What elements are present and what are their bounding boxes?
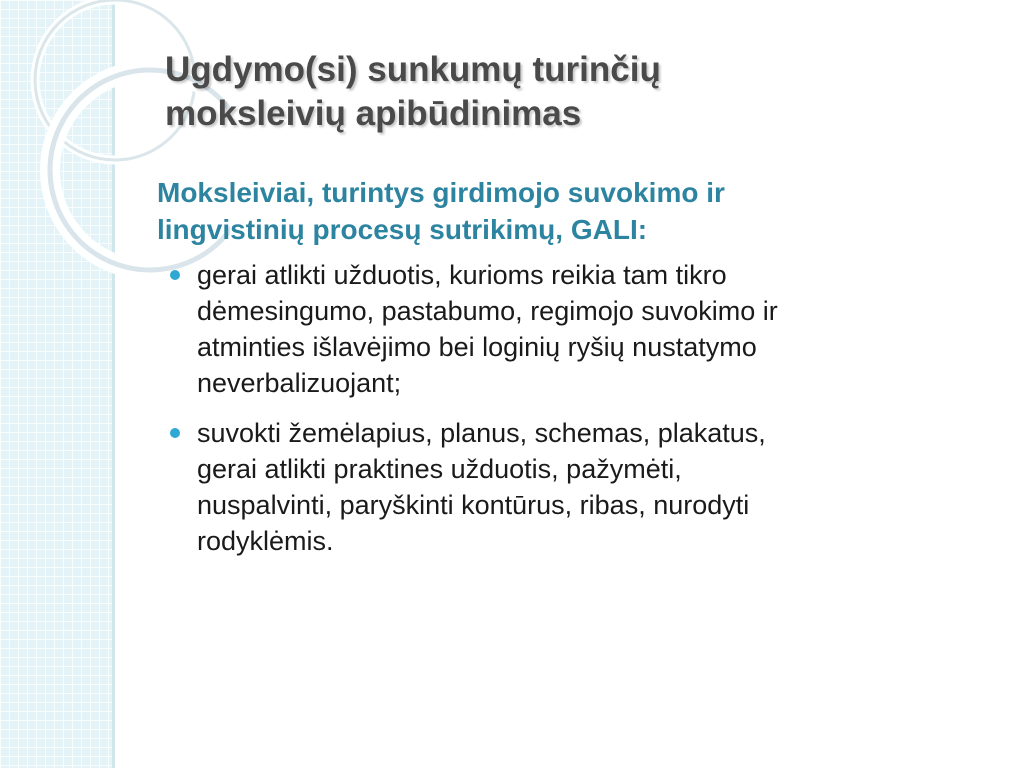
bullet-line: gerai atlikti užduotis, kurioms reikia tam tikro [197,260,727,290]
bullet-line: atminties išlavėjimo bei loginių ryšių nustatymo [197,332,757,362]
subheading-line: lingvistinių procesų sutrikimų, GALI: [157,214,648,245]
side-decorative-panel [0,0,112,768]
title-line: Ugdymo(si) sunkumų turinčių [165,50,661,89]
slide-body [157,174,997,573]
bullet-line: rodyklėmis. [197,526,334,556]
title-line: moksleivių apibūdinimas [165,94,582,133]
bullet-dot-icon [170,270,180,280]
bullet-line: gerai atlikti praktines užduotis, pažymėti, [197,454,682,484]
panel-edge-line [112,0,115,768]
bullet-line: dėmesingumo, pastabumo, regimojo suvokimo ir [197,296,778,326]
bullet-dot-icon [170,428,180,438]
bullet-line: neverbalizuojant; [197,368,402,398]
bullet-line: nuspalvinti, paryškinti kontūrus, ribas, nurodyti [197,490,750,520]
bullet-line: suvokti žemėlapius, planus, schemas, plakatus, [197,418,766,448]
subheading-line: Moksleiviai, turintys girdimojo suvokimo ir [157,177,725,208]
bullet-list [157,257,997,559]
subheading [157,174,997,248]
bullet-item [157,415,977,559]
bullet-item [157,257,977,401]
slide-title [165,48,985,136]
